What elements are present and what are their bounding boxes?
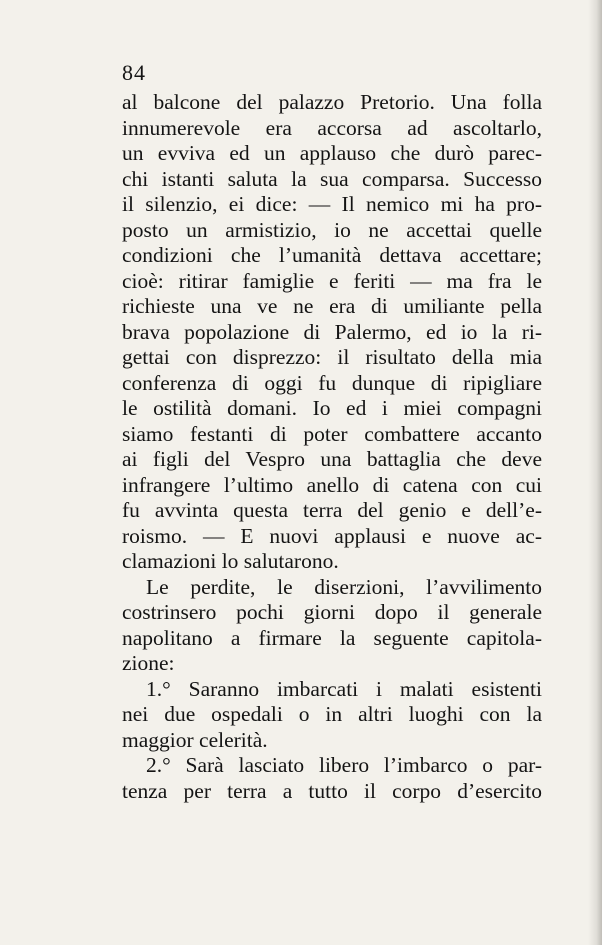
text-line: cioè: ritirar famiglie e feriti — ma fra le <box>122 268 542 293</box>
text-line: un evviva ed un applauso che durò parec- <box>122 141 542 165</box>
text-line: 1.° Saranno imbarcati i malati esistenti <box>146 676 542 701</box>
text-line: innumerevole era accorsa ad ascoltarlo, <box>122 115 542 140</box>
text-line: al balcone del palazzo Pretorio. Una folla <box>122 90 542 114</box>
text-line: brava popolazione di Palermo, ed io la ri- <box>122 319 542 344</box>
text-line: maggior celerità. <box>122 727 268 752</box>
text-line: chi istanti saluta la sua comparsa. Successo <box>122 166 542 191</box>
text-line: conferenza di oggi fu dunque di ripigliare <box>122 370 542 395</box>
text-line: infrangere l’ultimo anello di catena con cui <box>122 472 542 497</box>
text-line: fu avvinta questa terra del genio e dell’e- <box>122 498 542 522</box>
text-line: gettai con disprezzo: il risultato della mia <box>122 345 542 369</box>
text-line: le ostilità domani. Io ed i miei compagni <box>122 396 542 420</box>
text-line: Le perdite, le diserzioni, l’avvilimento <box>146 574 542 599</box>
text-line: costrinsero pochi giorni dopo il generale <box>122 600 542 624</box>
page-edge-shadow <box>588 0 602 945</box>
text-line: roismo. — E nuovi applausi e nuove ac- <box>122 523 542 548</box>
text-line: il silenzio, ei dice: — Il nemico mi ha pro- <box>122 192 542 216</box>
page-number: 84 <box>122 60 146 85</box>
text-line: siamo festanti di poter combattere accanto <box>122 421 542 446</box>
text-line: condizioni che l’umanità dettava accettare; <box>122 243 542 267</box>
text-line: clamazioni lo salutarono. <box>122 549 339 573</box>
text-line: tenza per terra a tutto il corpo d’esercito <box>122 778 542 803</box>
text-line: napolitano a firmare la seguente capitola- <box>122 625 542 650</box>
text-line: zione: <box>122 651 175 675</box>
text-line: richieste una ve ne era di umiliante pella <box>122 294 542 318</box>
text-line: ai figli del Vespro una battaglia che deve <box>122 447 542 471</box>
text-line: posto un armistizio, io ne accettai quelle <box>122 217 542 242</box>
body-text <box>122 90 542 804</box>
text-line: 2.° Sarà lasciato libero l’imbarco o par- <box>146 753 542 777</box>
text-line: nei due ospedali o in altri luoghi con la <box>122 702 542 726</box>
